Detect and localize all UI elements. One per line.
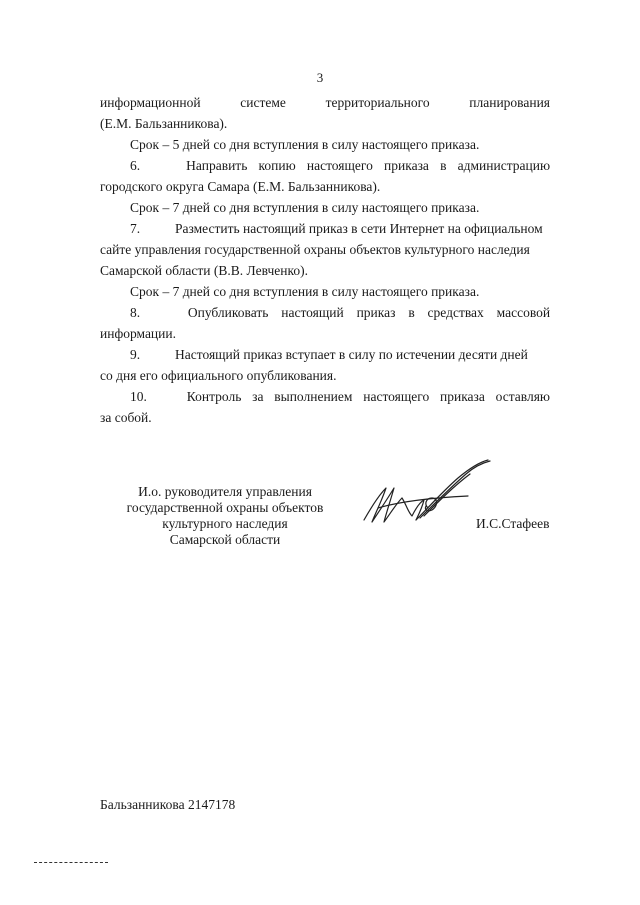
item-number: 7. (130, 221, 141, 236)
deadline-line: Срок – 7 дней со дня вступления в силу настоящего приказа. (130, 284, 480, 299)
paragraph-line: Самарской области (В.В. Левченко). (100, 263, 308, 278)
item-8-line: 8. Опубликовать настоящий приказ в средствах массовой (100, 302, 550, 323)
paragraph-line: сайте управления государственной охраны объектов культурного наследия (100, 242, 530, 257)
item-10-line: 10. Контроль за выполнением настоящего приказа оставляю (100, 386, 550, 407)
item-9-line: 9. Настоящий приказ вступает в силу по истечении десяти дней (100, 344, 550, 365)
position-line: И.о. руководителя управления (138, 484, 312, 499)
paragraph-line: городского округа Самара (Е.М. Бальзанникова). (100, 179, 381, 194)
paragraph-line: со дня его официального опубликования. (100, 368, 337, 383)
position-line: государственной охраны объектов (126, 500, 324, 515)
deadline-line: Срок – 7 дней со дня вступления в силу настоящего приказа. (130, 200, 480, 215)
signatory-position (100, 484, 350, 548)
item-number: 9. (130, 347, 141, 362)
paragraph-line: за собой. (100, 410, 152, 425)
executor-note: Бальзанникова 2147178 (100, 797, 236, 812)
item-number: 6. (130, 158, 141, 173)
position-line: культурного наследия (162, 516, 288, 531)
paragraph-line: (Е.М. Бальзанникова). (100, 116, 228, 131)
paragraph-line: информационной системе территориального планирования (100, 95, 551, 110)
page-number: 3 (316, 70, 324, 85)
position-line: Самарской области (169, 532, 281, 547)
footer-divider (34, 862, 108, 863)
signatory-name: И.С.Стафеев (476, 516, 550, 531)
document-body (100, 92, 550, 428)
deadline-line: Срок – 5 дней со дня вступления в силу настоящего приказа. (130, 137, 480, 152)
item-number: 10. (130, 389, 147, 404)
item-7-line: 7. Разместить настоящий приказ в сети Интернет на официальном (100, 218, 550, 239)
item-6-line: 6. Направить копию настоящего приказа в администрацию (100, 155, 550, 176)
paragraph-line: информации. (100, 326, 176, 341)
item-number: 8. (130, 305, 141, 320)
